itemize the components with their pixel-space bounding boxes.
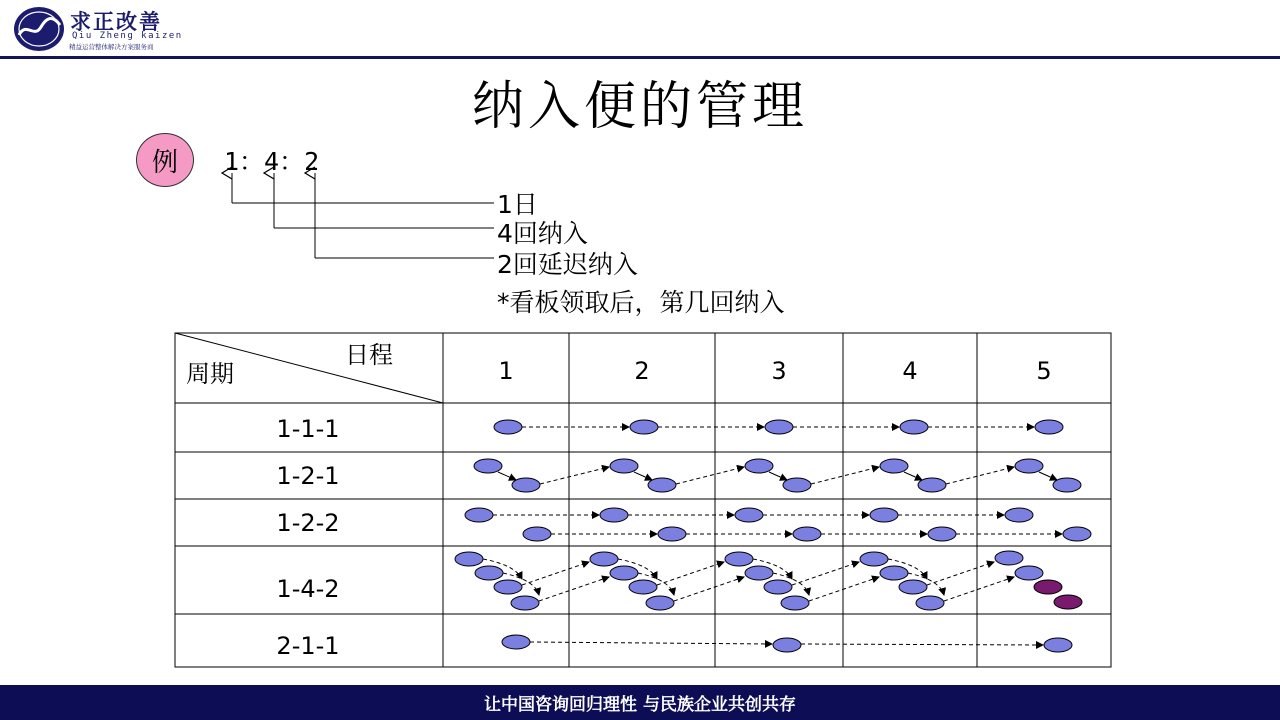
column-header-1: 1 (498, 357, 514, 385)
logo-slogan: 精益运营整体解决方案服务商 (69, 43, 154, 51)
row-label-1-4-2: 1-4-2 (276, 575, 340, 603)
logo-name: 求正改善 (70, 10, 162, 34)
legend-deliveries: 4回纳入 (497, 219, 588, 248)
delivery-token (916, 596, 944, 610)
legend-day: 1日 (497, 190, 538, 219)
delivery-token (502, 635, 530, 649)
delayed-token (1054, 595, 1082, 609)
corner-label-cycle: 周期 (186, 360, 234, 388)
column-header-3: 3 (771, 357, 787, 385)
delivery-flow-1-4-2 (455, 551, 1082, 610)
delivery-token (646, 596, 674, 610)
example-ratio: 1：4：2 (224, 147, 320, 176)
delivery-token (610, 459, 638, 473)
delivery-token (773, 638, 801, 652)
delivery-token (658, 527, 686, 541)
delivery-token (474, 459, 502, 473)
delivery-token (765, 420, 793, 434)
delivery-token (745, 459, 773, 473)
delivery-token (475, 566, 503, 580)
delivery-token (870, 508, 898, 522)
delayed-token (1034, 580, 1062, 594)
delivery-token (1053, 478, 1081, 492)
delivery-token (928, 527, 956, 541)
solid-arrow (904, 472, 922, 480)
solid-arrow (769, 472, 787, 480)
delivery-flow-1-2-1 (474, 459, 1081, 492)
corner-label-schedule: 日程 (345, 341, 393, 369)
delivery-token (725, 552, 753, 566)
delivery-token (600, 508, 628, 522)
delivery-token (783, 478, 811, 492)
legend-delay: 2回延迟纳入 (497, 250, 638, 279)
delivery-token (764, 580, 792, 594)
example-badge: 例 (136, 133, 194, 187)
delivery-token (793, 527, 821, 541)
delivery-token (511, 596, 539, 610)
dashed-arrow (539, 577, 609, 601)
dashed-arrow (792, 562, 859, 585)
row-label-1-1-1: 1-1-1 (276, 415, 340, 443)
dashed-arrow (801, 644, 1043, 645)
delivery-token (512, 478, 540, 492)
delivery-flow-1-1-1 (494, 420, 1063, 434)
delivery-token (735, 508, 763, 522)
dashed-arrow (809, 577, 879, 601)
solid-arrow (498, 472, 516, 480)
delivery-token (899, 580, 927, 594)
delivery-token (860, 552, 888, 566)
delivery-token (610, 566, 638, 580)
dashed-arrow (946, 467, 1014, 484)
delivery-token (523, 527, 551, 541)
row-label-1-2-1: 1-2-1 (276, 462, 340, 490)
column-header-5: 5 (1036, 357, 1052, 385)
delivery-token (1005, 508, 1033, 522)
delivery-token (918, 478, 946, 492)
logo-pinyin: Qiu Zheng kaizen (72, 31, 183, 41)
column-header-4: 4 (902, 357, 918, 385)
delivery-token (455, 552, 483, 566)
dashed-arrow (530, 642, 772, 644)
solid-arrow (1039, 472, 1057, 480)
delivery-token (494, 420, 522, 434)
delivery-token (1063, 527, 1091, 541)
delivery-token (1015, 459, 1043, 473)
delivery-token (630, 420, 658, 434)
dashed-arrow (927, 562, 994, 585)
footer-slogan: 让中国咨询回归理性 与民族企业共创共存 (0, 685, 1280, 720)
delivery-token (900, 420, 928, 434)
delivery-token (648, 478, 676, 492)
page-title: 纳入便的管理 (471, 77, 808, 137)
column-header-2: 2 (634, 357, 650, 385)
delivery-token (1035, 420, 1063, 434)
delivery-token (590, 552, 618, 566)
dashed-arrow (522, 562, 589, 585)
delivery-token (880, 566, 908, 580)
callout-lines (232, 173, 494, 258)
delivery-token (995, 551, 1023, 565)
row-label-1-2-2: 1-2-2 (276, 509, 340, 537)
dashed-arrow (674, 577, 744, 601)
delivery-token (1015, 566, 1043, 580)
row-label-2-1-1: 2-1-1 (276, 632, 340, 660)
dashed-arrow (676, 467, 744, 484)
legend-note: *看板领取后，第几回纳入 (497, 288, 785, 317)
dashed-arrow (811, 467, 879, 484)
delivery-flow-1-2-2 (465, 508, 1091, 541)
delivery-token (465, 508, 493, 522)
delivery-token (880, 459, 908, 473)
delivery-token (629, 580, 657, 594)
delivery-token (1044, 638, 1072, 652)
delivery-token (781, 596, 809, 610)
delivery-token (745, 566, 773, 580)
dashed-arrow (540, 467, 609, 484)
dashed-arrow (657, 562, 724, 585)
dashed-arrow (944, 577, 1014, 601)
solid-arrow (634, 472, 652, 480)
delivery-token (494, 580, 522, 594)
delivery-flow-2-1-1 (502, 635, 1072, 652)
